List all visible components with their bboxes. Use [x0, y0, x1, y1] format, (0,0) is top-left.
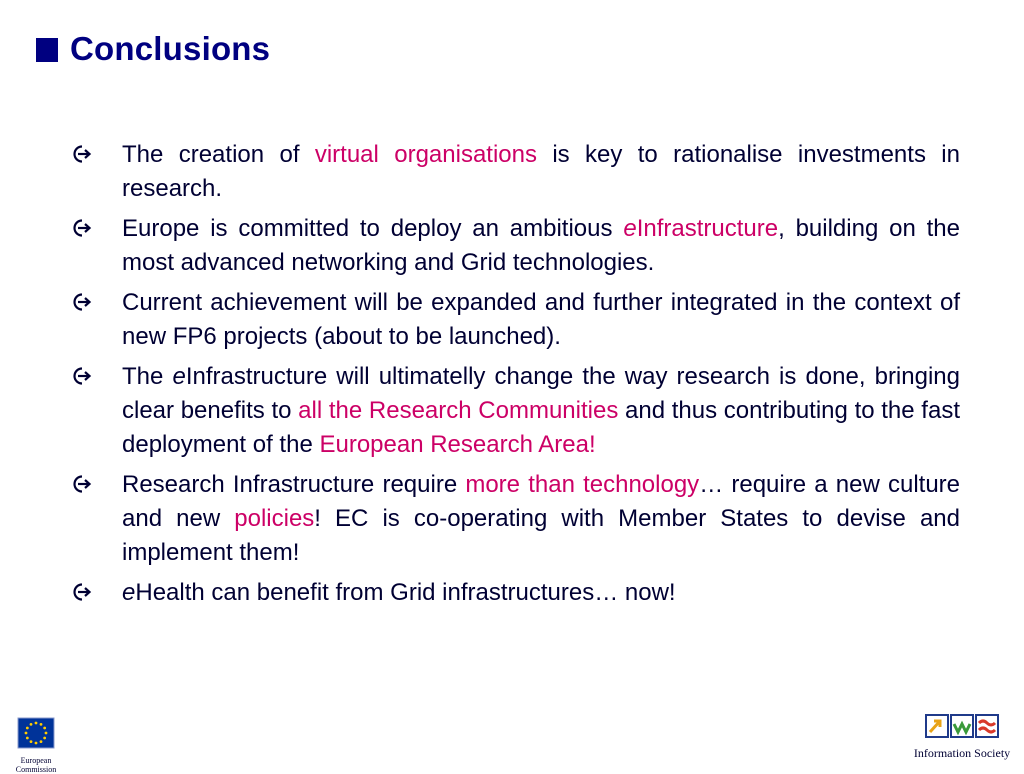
- eu-star-icon: [35, 722, 38, 725]
- eu-star-icon: [26, 737, 29, 740]
- bullet-text-segment: Current achievement will be expanded and further integrated in the context of new FP6 projects (about to be launched).: [122, 289, 960, 350]
- bullet-text-segment: Infrastructure will ultimatelly change the way research is done, bringing clear benefits to: [122, 363, 960, 424]
- bullet-text-segment: policies: [234, 505, 315, 532]
- eu-star-icon: [43, 727, 46, 730]
- eu-star-icon: [45, 732, 48, 735]
- bullet-text-segment: The creation of: [122, 141, 315, 168]
- bullet-text-segment: virtual organisations: [314, 141, 537, 168]
- slide-title: Conclusions: [70, 30, 271, 67]
- information-society-logo: [906, 712, 1018, 766]
- information-society-label: Information Society: [913, 746, 1011, 760]
- circled-right-arrow-icon: [72, 582, 92, 602]
- bullet-item: [72, 468, 960, 570]
- bullet-item: [72, 286, 960, 354]
- bullet-text-segment: ! EC is co-operating with Member States to devise and implement them!: [122, 505, 960, 566]
- bullet-text-segment: European Research Area!: [319, 431, 596, 458]
- bullet-text-segment: … require a new culture and new: [122, 471, 961, 532]
- title-square-icon: [36, 38, 58, 62]
- european-commission-logo: [4, 716, 68, 774]
- eu-star-icon: [25, 732, 28, 735]
- eu-star-icon: [40, 740, 43, 743]
- bullet-list: [72, 138, 960, 616]
- eu-star-icon: [35, 742, 38, 745]
- bullet-item: [72, 576, 960, 610]
- bullet-text-segment: Infrastructure: [636, 215, 779, 242]
- title-row: [36, 24, 270, 74]
- bullet-text-segment: Europe is committed to deploy an ambitious: [122, 215, 624, 242]
- eu-flag-icon: [4, 716, 68, 756]
- bullet-item: [72, 138, 960, 206]
- bullet-text-segment: Health can benefit from Grid infrastructures… now!: [135, 579, 676, 606]
- circled-right-arrow-icon: [72, 366, 92, 386]
- eu-star-icon: [26, 727, 29, 730]
- bullet-text-segment: e: [623, 215, 637, 242]
- bullet-text-segment: e: [172, 363, 186, 390]
- bullet-text-segment: and thus contributing to the fast deployment of the: [122, 397, 960, 458]
- circled-right-arrow-icon: [72, 218, 92, 238]
- eu-star-icon: [30, 723, 33, 726]
- european-commission-label: European Commission: [15, 756, 57, 774]
- information-society-icon: [906, 712, 1018, 744]
- eu-star-icon: [40, 723, 43, 726]
- bullet-text-segment: e: [122, 579, 136, 606]
- circled-right-arrow-icon: [72, 144, 92, 164]
- bullet-text-segment: The: [122, 363, 173, 390]
- bullet-text-segment: , building on the most advanced networking and Grid technologies.: [122, 215, 961, 276]
- bullet-text-segment: all the Research Communities: [298, 397, 619, 424]
- bullet-item: [72, 212, 960, 280]
- bullet-text-segment: is key to rationalise investments in research.: [122, 141, 960, 202]
- eu-star-icon: [30, 740, 33, 743]
- eu-star-icon: [43, 737, 46, 740]
- bullet-text-segment: Research Infrastructure require: [122, 471, 466, 498]
- bullet-item: [72, 360, 960, 462]
- bullet-text-segment: more than technology: [465, 471, 700, 498]
- circled-right-arrow-icon: [72, 292, 92, 312]
- circled-right-arrow-icon: [72, 474, 92, 494]
